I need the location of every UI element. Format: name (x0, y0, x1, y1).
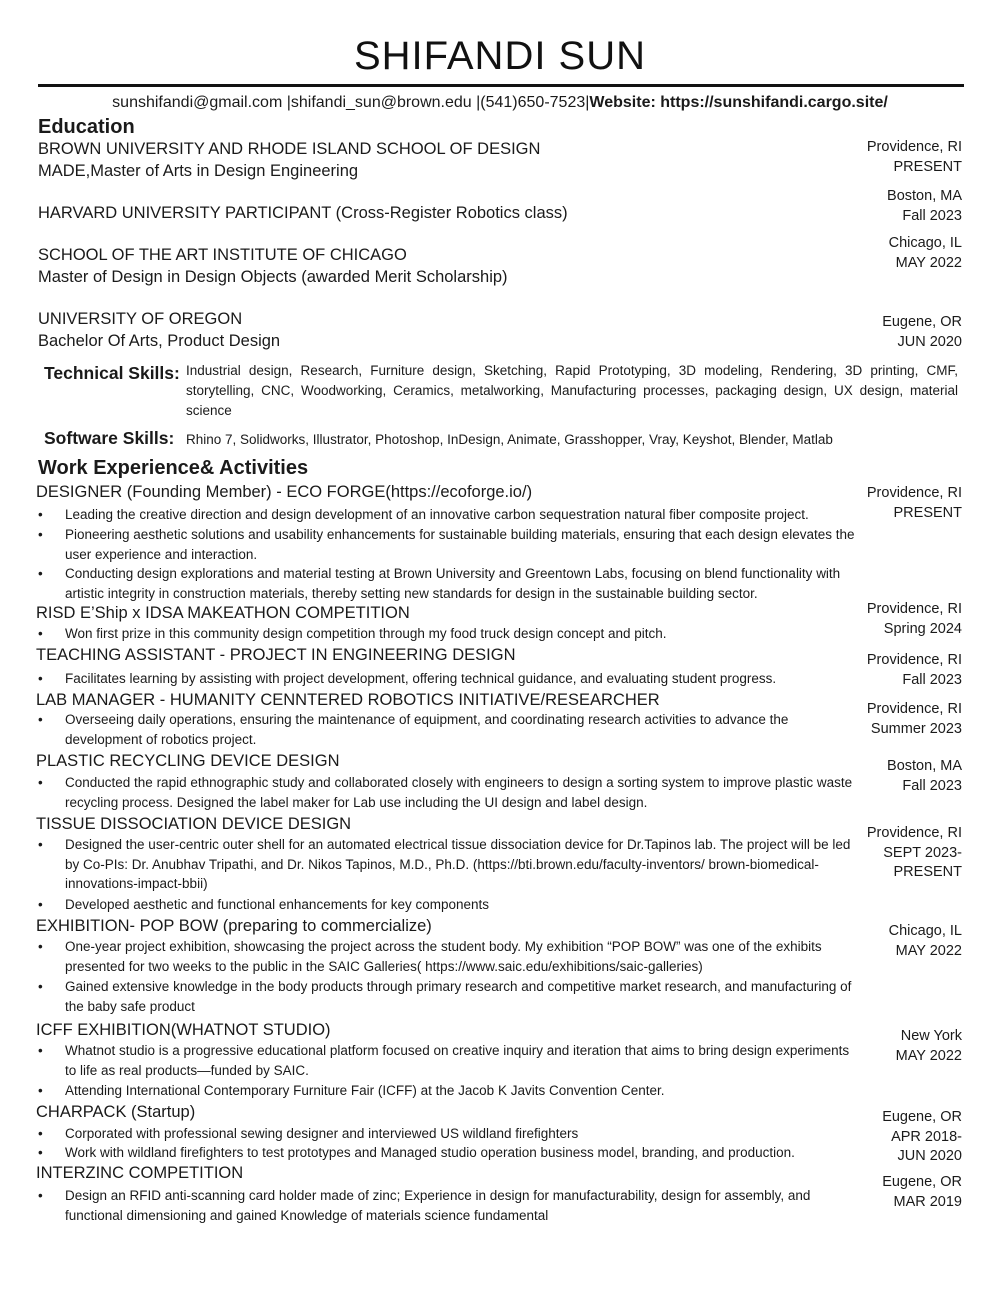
date: MAR 2019 (893, 1193, 962, 1210)
job-title: ICFF EXHIBITION(WHATNOT STUDIO) (36, 1021, 331, 1039)
bullet-item (38, 1124, 860, 1144)
date: JUN 2020 (897, 1148, 962, 1164)
location: Chicago, IL (888, 235, 962, 251)
location: Eugene, OR (882, 1174, 962, 1190)
website-link[interactable]: Website: https://sunshifandi.cargo.site/ (589, 94, 888, 111)
bullet-icon: • (38, 566, 43, 581)
location: Providence, RI (866, 601, 962, 617)
location: Providence, RI (866, 485, 962, 501)
location-date (822, 138, 962, 177)
degree: Bachelor Of Arts, Product Design (38, 332, 281, 350)
bullet-icon: • (38, 671, 43, 686)
contact-info: sunshifandi@gmail.com |shifandi_sun@brown.edu |(541)650-7523| (112, 94, 590, 111)
bullet-text: Developed aesthetic and functional enhancements for key components (65, 897, 490, 912)
location: Providence, RI (866, 701, 962, 717)
bullet-icon: • (38, 1126, 43, 1141)
technical-skills-list: Industrial design, Research, Furniture design, Sketching, Rapid Prototyping, 3D modeling, Rendering, 3D printing, CMF, storytelling, CNC, Woodworking, Ceramics, metalworking, Manufacturing processes, packaging design, UX design, material science (186, 363, 958, 418)
date: MAY 2022 (895, 942, 962, 959)
bullet-item (38, 773, 860, 813)
bullet-icon: • (38, 1083, 43, 1098)
bullet-text: Conducted the rapid ethnographic study and collaborated closely with engineers to design a sorting system to improve plastic waste recycling process. Designed the label maker for Lab use including the UI design and label design. (65, 775, 853, 810)
job-title: RISD E’Ship x IDSA MAKEATHON COMPETITION (36, 604, 410, 622)
bullet-item (38, 1186, 860, 1226)
date: Fall 2023 (902, 671, 962, 688)
bullet-icon: • (38, 1188, 43, 1203)
school-name: SCHOOL OF THE ART INSTITUTE OF CHICAGO (38, 246, 407, 264)
bullet-text: Pioneering aesthetic solutions and usability enhancements for sustainable building materials, ensuring that each design elevates the user experience and interaction. (65, 527, 855, 562)
bullet-item (38, 937, 860, 977)
bullet-icon: • (38, 1145, 43, 1160)
location: Eugene, OR (882, 314, 962, 330)
contact-line (0, 94, 1000, 112)
date: JUN 2020 (897, 333, 962, 350)
date: Fall 2023 (902, 777, 962, 794)
location: Providence, RI (866, 825, 962, 841)
bullet-item (38, 564, 860, 604)
degree: Master of Design in Design Objects (awarded Merit Scholarship) (38, 268, 508, 286)
header-divider (38, 84, 964, 87)
bullet-item (38, 505, 860, 525)
bullet-text: Conducting design explorations and material testing at Brown University and Greentown Labs, focusing on blend functionality with artistic integrity in construction materials, thereby setting new standards for design in the sustainable building sector. (65, 566, 841, 601)
bullet-text: One-year project exhibition, showcasing the project across the student body. My exhibition “POP BOW” was one of the exhibits presented for two weeks to the public in the SAIC Galleries( https://www.saic.edu/exhibitions/saic-galleries) (65, 939, 822, 974)
bullet-text: Facilitates learning by assisting with project development, offering technical guidance, and evaluating student progress. (65, 671, 777, 686)
bullet-icon: • (38, 775, 43, 790)
date: MAY 2022 (895, 1047, 962, 1064)
degree: MADE,Master of Arts in Design Engineering (38, 162, 359, 180)
bullet-icon: • (38, 939, 43, 954)
location: Providence, RI (866, 139, 962, 155)
bullet-icon: • (38, 527, 43, 542)
job-title: EXHIBITION- POP BOW (preparing to commercialize) (36, 917, 432, 935)
bullet-text: Work with wildland firefighters to test prototypes and Managed studio operation business model, branding, and production. (65, 1145, 795, 1160)
location: Boston, MA (887, 758, 962, 774)
date: Fall 2023 (902, 207, 962, 224)
job-title: LAB MANAGER - HUMANITY CENNTERED ROBOTICS INITIATIVE/RESEARCHER (36, 691, 660, 709)
date: PRESENT (893, 504, 962, 521)
bullet-text: Whatnot studio is a progressive educational platform focused on creative inquiry and iteration that aims to bring design experiments to life as real products—funded by SAIC. (65, 1043, 850, 1078)
location-date (822, 234, 962, 273)
location: Providence, RI (866, 652, 962, 668)
bullet-item (38, 710, 860, 750)
bullet-icon: • (38, 1043, 43, 1058)
bullet-item (38, 1143, 860, 1163)
school-name: HARVARD UNIVERSITY PARTICIPANT (Cross-Register Robotics class) (38, 204, 568, 222)
location-date (822, 313, 962, 352)
job-title: CHARPACK (Startup) (36, 1103, 196, 1121)
bullet-item (38, 669, 860, 689)
location: Boston, MA (887, 188, 962, 204)
date: PRESENT (893, 864, 962, 880)
job-title: PLASTIC RECYCLING DEVICE DESIGN (36, 752, 340, 770)
school-name: UNIVERSITY OF OREGON (38, 310, 243, 328)
work-heading: Work Experience& Activities (38, 457, 309, 479)
bullet-item (38, 977, 860, 1017)
job-title: INTERZINC COMPETITION (36, 1164, 244, 1182)
school-name: BROWN UNIVERSITY AND RHODE ISLAND SCHOOL OF DESIGN (38, 140, 541, 158)
bullet-text: Leading the creative direction and design development of an innovative carbon sequestration natural fiber composite project. (65, 507, 809, 522)
job-title: TEACHING ASSISTANT - PROJECT IN ENGINEERING DESIGN (36, 646, 516, 664)
job-title: TISSUE DISSOCIATION DEVICE DESIGN (36, 815, 352, 833)
bullet-icon: • (38, 626, 43, 641)
bullet-text: Overseeing daily operations, ensuring the maintenance of equipment, and coordinating research activities to advance the development of robotics project. (65, 712, 789, 747)
bullet-text: Corporated with professional sewing designer and interviewed US wildland firefighters (65, 1126, 579, 1141)
date: Spring 2024 (883, 620, 962, 637)
location: Chicago, IL (888, 923, 962, 939)
date: PRESENT (893, 158, 962, 175)
bullet-item (38, 835, 860, 895)
job-title: DESIGNER (Founding Member) - ECO FORGE(https://ecoforge.io/) (36, 483, 533, 501)
bullet-item (38, 624, 860, 644)
bullet-icon: • (38, 837, 43, 852)
date: APR 2018- (891, 1128, 962, 1145)
education-heading: Education (38, 116, 135, 138)
bullet-icon: • (38, 979, 43, 994)
software-skills-list: Rhino 7, Solidworks, Illustrator, Photoshop, InDesign, Animate, Grasshopper, Vray, Keyshot, Blender, Matlab (186, 432, 833, 447)
location: New York (900, 1028, 962, 1044)
bullet-text: Design an RFID anti-scanning card holder made of zinc; Experience in design for manufacturability, design for assembly, and functional dimensioning and gained Knowledge of materials science fundamental (65, 1188, 811, 1223)
bullet-text: Attending International Contemporary Furniture Fair (ICFF) at the Jacob K Javits Convention Center. (65, 1083, 665, 1098)
bullet-text: Gained extensive knowledge in the body products through primary research and competitive market research, and manufacturing of the baby safe product (65, 979, 852, 1014)
date: SEPT 2023- (883, 844, 962, 861)
bullet-icon: • (38, 507, 43, 522)
bullet-item (38, 525, 860, 565)
bullet-item (38, 895, 860, 915)
location-date (822, 187, 962, 226)
software-skills-label: Software Skills: (44, 428, 175, 448)
date: MAY 2022 (895, 254, 962, 271)
technical-skills-label: Technical Skills: (44, 363, 180, 383)
bullet-icon: • (38, 712, 43, 727)
bullet-item (38, 1081, 860, 1101)
resume-name: SHIFANDI SUN (353, 34, 647, 78)
bullet-text: Designed the user-centric outer shell for an automated electrical tissue dissociation device for Dr.Tapinos lab. The project will be led by Co-PIs: Dr. Anubhav Tripathi, and Dr. Nikos Tapinos, M.D., Ph.D. (https://bti.brown.edu/faculty-inventors/ brown-biomedical-innovations-impact-bbii) (65, 837, 851, 891)
date: Summer 2023 (870, 720, 962, 737)
bullet-item (38, 1041, 860, 1081)
location: Eugene, OR (882, 1109, 962, 1125)
bullet-text: Won first prize in this community design competition through my food truck design concept and pitch. (65, 626, 667, 641)
bullet-icon: • (38, 897, 43, 912)
